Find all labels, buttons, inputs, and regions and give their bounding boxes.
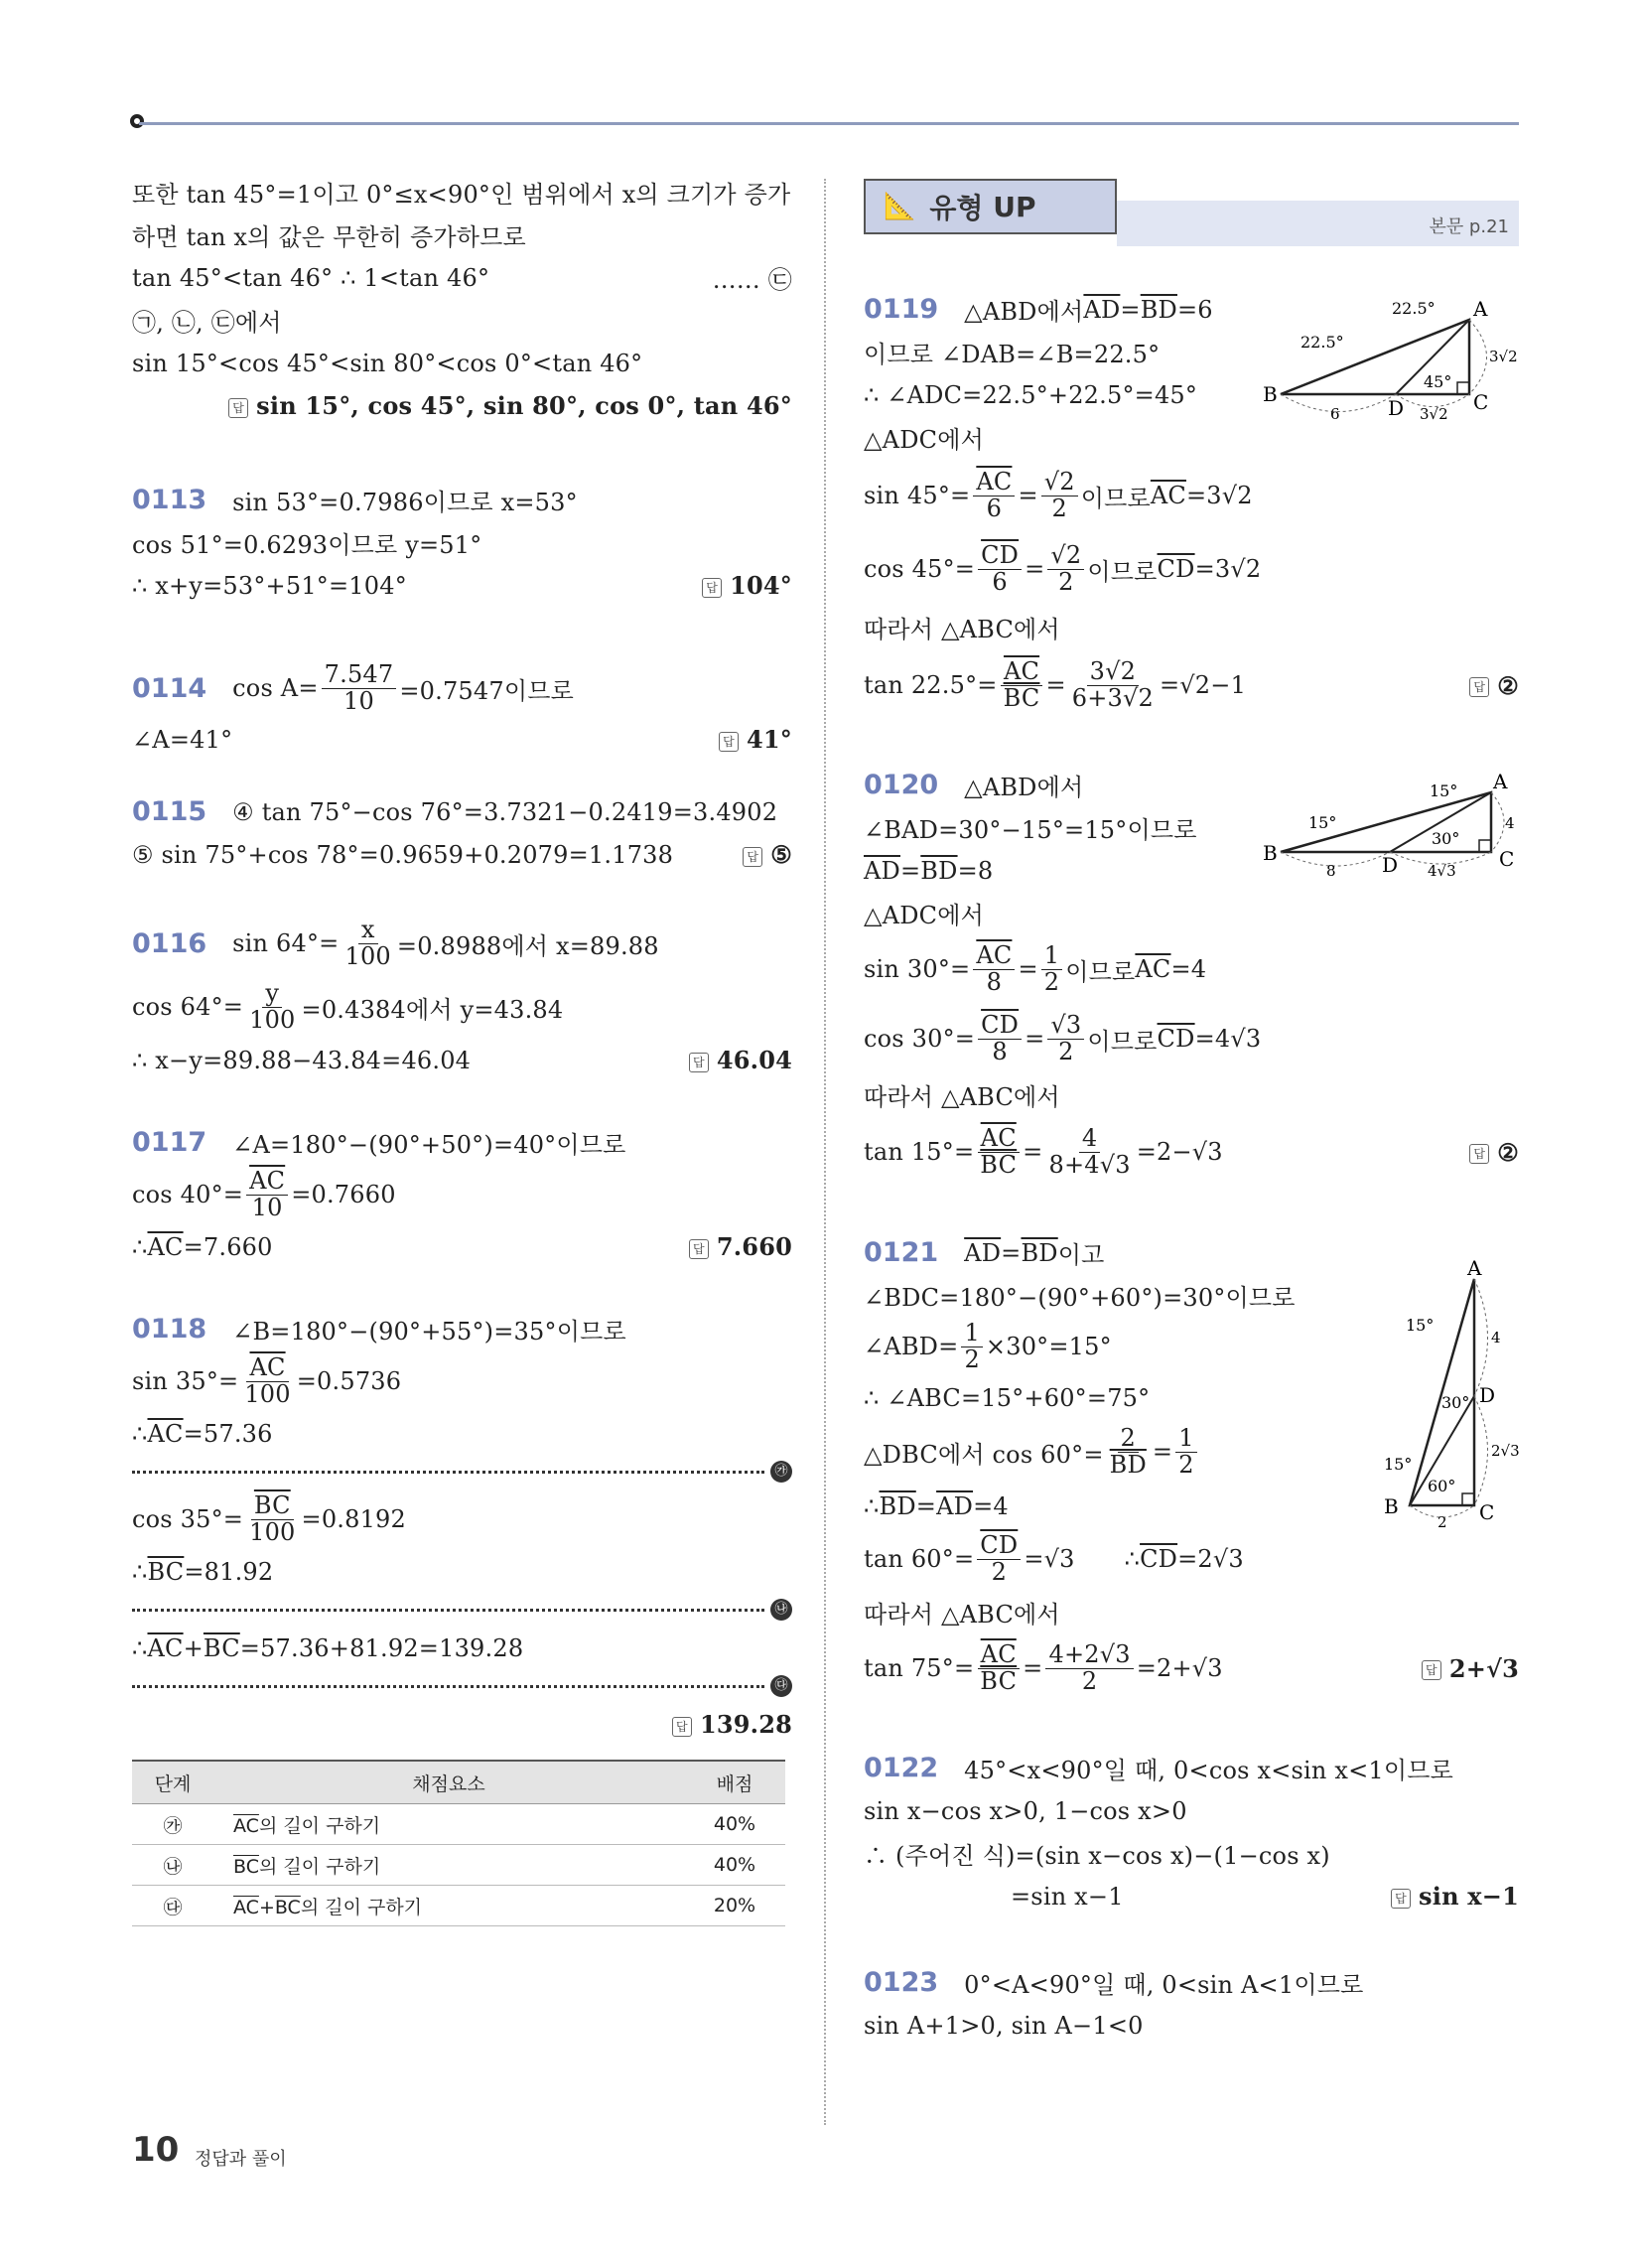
angle-b-label: 15° — [1308, 813, 1337, 832]
step-divider-3 — [132, 1675, 792, 1697]
right-angle-mark — [1457, 382, 1469, 394]
problem-0120-line-8: tan 15°= $\frac{\overline{AC}}{BC}$ = $\frac{4}{8+4√3}$ =2−√3 답 ② — [864, 1124, 1519, 1179]
angle-a-label: 15° — [1430, 781, 1458, 800]
problem-0119-line-3: ∴ ∠ADC=22.5°+22.5°=45° — [864, 380, 1198, 409]
angle-d-label: 30° — [1432, 829, 1460, 848]
problem-0113-line-3: ∴ x+y=53°+51°=104° 답 104° — [132, 571, 792, 600]
problem-0114-line-2: ∠A=41° 답 41° — [132, 725, 792, 754]
step-badge: ㉰ — [770, 1675, 792, 1697]
problem-0118-line-1: 0118 ∠B=180°−(90°+55°)=35°이므로 — [132, 1314, 626, 1346]
problem-0118-line-6: ∴ $\overline{AC}$ + $\overline{BC}$ =57.36+81.92=139.28 — [132, 1633, 524, 1662]
problem-0122-line-3: ∴ (주어진 식)=(sin x−cos x)−(1−cos x) — [864, 1842, 1330, 1870]
label-c: C — [1473, 390, 1489, 414]
answer-icon: 답 — [702, 578, 722, 598]
side-ad-label: 4 — [1491, 1329, 1501, 1347]
angle-b-label: 15° — [1384, 1455, 1413, 1474]
answer-icon: 답 — [1422, 1660, 1441, 1680]
left-column — [132, 171, 792, 1926]
problem-0117-line-1: 0117 ∠A=180°−(90°+50°)=40°이므로 — [132, 1127, 626, 1159]
label-a: A — [1493, 773, 1508, 793]
problem-0116-line-2: cos 64°= $\frac{y}{100}$ =0.4384에서 y=43.84 — [132, 979, 564, 1034]
problem-0118-answer: 답 139.28 — [132, 1703, 792, 1746]
answer-icon: 답 — [689, 1053, 709, 1072]
problem-0121-line-5: △DBC에서 cos 60°= $\frac{2}{BD}$ = $\frac{1}{2}$ — [864, 1419, 1519, 1485]
intro-line-2: 하면 tan x의 값은 무한히 증가하므로 — [132, 223, 526, 251]
right-angle-mark — [1479, 840, 1491, 852]
arc-ac — [1469, 320, 1487, 394]
label-b: B — [1384, 1494, 1399, 1518]
problem-0121-line-3: ∠ABD= $\frac{1}{2}$ ×30°=15° — [864, 1319, 1112, 1373]
problem-0123-line-2: sin A+1>0, sin A−1<0 — [864, 2011, 1144, 2040]
problem-0120-line-3: $\overline{AD}$ = $\overline{BD}$ =8 — [864, 856, 994, 885]
label-d: D — [1388, 396, 1405, 420]
fraction: $\frac{7.547}{10}$ — [322, 662, 397, 713]
answer-icon: 답 — [689, 1239, 709, 1259]
side-dc-label: 3√2 — [1420, 405, 1448, 423]
label-c: C — [1479, 1500, 1495, 1524]
problem-0119-line-8: tan 22.5°= $\frac{\overline{AC}}{BC}$ = $\frac{3√2}{6+3√2}$ =√2−1 답 ② — [864, 657, 1519, 712]
intro-line-4: ㉠, ㉡, ㉢에서 — [132, 309, 282, 337]
answer-icon: 답 — [1391, 1889, 1411, 1909]
page-number: 10 — [132, 2130, 180, 2170]
problem-0120-line-6: cos 30°= $\frac{\overline{CD}}{8}$ = $\frac{√3}{2}$ 이므로 $\overline{CD}$ =4√3 — [864, 1011, 1262, 1065]
triangle-figure-0121 — [1380, 1259, 1529, 1527]
header-dot — [130, 114, 144, 128]
answer-icon: 답 — [228, 398, 248, 418]
grade-row: ㉯ $\overline{BC}$의 길이 구하기 40% — [132, 1845, 785, 1886]
problem-0120-line-4: △ADC에서 — [864, 902, 984, 929]
answer-icon: 답 — [1469, 677, 1489, 697]
banner-title-box: 📐 유형 UP — [864, 179, 1117, 234]
triangle-figure-0119 — [1261, 290, 1529, 429]
problem-0119-line-1: 0119 △ABD에서 $\overline{AD}$ = $\overline{BD}$ =6 — [864, 294, 1213, 326]
problem-0116-line-1: 0116 sin 64°= $\frac{x}{100}$ =0.8988에서 x=89.88 — [132, 916, 659, 970]
triangle-abc — [1410, 1279, 1474, 1505]
angle-d-label: 30° — [1441, 1393, 1470, 1412]
type-up-banner — [864, 179, 1519, 246]
grading-table — [132, 1760, 785, 1926]
problem-number: 0113 — [132, 485, 207, 515]
problem-0120-line-7: 따라서 △ABC에서 — [864, 1083, 1060, 1111]
problem-0122-line-2: sin x−cos x>0, 1−cos x>0 — [864, 1796, 1187, 1825]
label-b: B — [1263, 382, 1278, 406]
problem-0121-line-4: ∴ ∠ABC=15°+60°=75° — [864, 1383, 1151, 1412]
step-badge: ㉮ — [770, 1461, 792, 1483]
problem-0118-line-3: ∴ $\overline{AC}$ =57.36 — [132, 1419, 273, 1448]
problem-0116-line-3: ∴ x−y=89.88−43.84=46.04 답 46.04 — [132, 1046, 792, 1074]
problem-0113-line-1: 0113 sin 53°=0.7986이므로 x=53° — [132, 485, 578, 516]
step-divider-2 — [132, 1599, 792, 1621]
problem-0118-line-4: cos 35°= $\frac{\overline{BC}}{100}$ =0.8192 — [132, 1491, 407, 1546]
problem-0117-line-2: cos 40°= $\frac{\overline{AC}}{10}$ =0.7660 — [132, 1167, 396, 1221]
side-bc-label: 2 — [1437, 1513, 1447, 1527]
problem-0115-line-2: ⑤ sin 75°+cos 78°=0.9659+0.2079=1.1738 답 ⑤ — [132, 840, 792, 869]
right-column — [864, 288, 1519, 2047]
problem-0118-line-2: sin 35°= $\frac{\overline{AC}}{100}$ =0.5736 — [132, 1353, 402, 1408]
grade-header-item: 채점요소 — [213, 1761, 684, 1804]
header-rule — [139, 122, 1519, 125]
arc-dc — [1474, 1396, 1488, 1505]
arc-ad — [1474, 1279, 1488, 1396]
problem-0122-line-4: =sin x−1 답 sin x−1 — [1011, 1882, 1519, 1911]
problem-0121-line-7: tan 60°= $\frac{\overline{CD}}{2}$ =√3 ∴ $\overline{CD}$ =2√3 — [864, 1531, 1244, 1586]
arc-ac — [1491, 792, 1504, 852]
problem-0121-line-1: 0121 $\overline{AD}$ = $\overline{BD}$ 이고 — [864, 1237, 1105, 1269]
intro-line-3: tan 45°<tan 46° ∴ 1<tan 46° …… ㉢ — [132, 256, 792, 299]
problem-0117-line-3: ∴ $\overline{AC}$ =7.660 답 7.660 — [132, 1232, 792, 1261]
label-d: D — [1479, 1383, 1496, 1407]
problem-0119-line-7: 따라서 △ABC에서 — [864, 616, 1060, 643]
angle-a-label: 15° — [1406, 1316, 1435, 1335]
grade-row: ㉮ $\overline{AC}$의 길이 구하기 40% — [132, 1804, 785, 1845]
angle-b2-label: 60° — [1428, 1477, 1456, 1495]
grade-header-score: 배점 — [684, 1761, 785, 1804]
problem-0118-line-5: ∴ $\overline{BC}$ =81.92 — [132, 1557, 274, 1586]
angle-b-label: 22.5° — [1300, 333, 1344, 352]
problem-0121-line-8: 따라서 △ABC에서 — [864, 1601, 1060, 1629]
grade-header-step: 단계 — [132, 1761, 213, 1804]
side-bd-label: 8 — [1326, 862, 1336, 880]
problem-0121-line-6: ∴ $\overline{BD}$ = $\overline{AD}$ =4 — [864, 1491, 1009, 1520]
intro-line-5: sin 15°<cos 45°<sin 80°<cos 0°<tan 46° — [132, 349, 643, 377]
step-badge: ㉯ — [770, 1599, 792, 1621]
side-ac-label: 3√2 — [1489, 348, 1518, 365]
label-c: C — [1499, 847, 1515, 871]
label-a: A — [1467, 1259, 1482, 1280]
problem-0115-line-1: 0115 ④ tan 75°−cos 76°=3.7321−0.2419=3.4902 — [132, 796, 778, 827]
step-divider-1 — [132, 1461, 792, 1483]
side-dc-label: 4√3 — [1428, 862, 1456, 880]
answer-icon: 답 — [1469, 1144, 1489, 1164]
problem-0120-line-5: sin 30°= $\frac{\overline{AC}}{8}$ = $\frac{1}{2}$ 이므로 $\overline{AC}$ =4 — [864, 941, 1207, 996]
problem-0120-line-2: ∠BAD=30°−15°=15°이므로 — [864, 816, 1197, 844]
label-a: A — [1473, 297, 1488, 321]
problem-0119-line-5: sin 45°= $\frac{\overline{AC}}{6}$ = $\frac{√2}{2}$ 이므로 $\overline{AC}$ =3√2 — [864, 468, 1253, 522]
intro-answer: 답 sin 15°, cos 45°, sin 80°, cos 0°, tan 46° — [132, 384, 792, 427]
intro-line-1: 또한 tan 45°=1이고 0°≤x<90°인 범위에서 x의 크기가 증가 — [132, 181, 791, 209]
page-reference: 본문 p.21 — [1429, 216, 1509, 237]
problem-0121-line-2: ∠BDC=180°−(90°+60°)=30°이므로 — [864, 1284, 1296, 1312]
problem-0122-line-1: 0122 45°<x<90°일 때, 0<cos x<sin x<1이므로 — [864, 1753, 1454, 1784]
intro-mark: …… ㉢ — [712, 266, 792, 294]
problem-0120-line-1: 0120 △ABD에서 — [864, 770, 1084, 801]
ruler-icon: 📐 — [884, 192, 916, 221]
label-b: B — [1263, 841, 1278, 865]
column-divider — [824, 179, 826, 2125]
footer-label: 정답과 풀이 — [195, 2149, 287, 2170]
answer-icon: 답 — [719, 732, 739, 752]
problem-0123-line-1: 0123 0°<A<90°일 때, 0<sin A<1이므로 — [864, 1967, 1364, 1999]
answer-icon: 답 — [672, 1717, 692, 1737]
label-d: D — [1382, 853, 1399, 877]
right-angle-mark — [1462, 1493, 1474, 1505]
problem-0114-line-1: 0114 cos A= $\frac{7.547}{10}$ =0.7547이므로 — [132, 660, 574, 715]
grade-row: ㉰ $\overline{AC}+\overline{BC}$의 길이 구하기 20% — [132, 1886, 785, 1926]
problem-0119-line-4: △ADC에서 — [864, 426, 984, 454]
side-bd-label: 6 — [1330, 405, 1340, 423]
side-dc-label: 2√3 — [1491, 1442, 1520, 1460]
angle-d-label: 45° — [1424, 372, 1452, 391]
side-ac-label: 4 — [1505, 814, 1515, 832]
problem-0113-line-2: cos 51°=0.6293이므로 y=51° — [132, 531, 482, 559]
answer-icon: 답 — [743, 847, 762, 867]
problem-0119-line-2: 이므로 ∠DAB=∠B=22.5° — [864, 341, 1161, 368]
problem-0119-line-6: cos 45°= $\frac{\overline{CD}}{6}$ = $\frac{√2}{2}$ 이므로 $\overline{CD}$ =3√2 — [864, 541, 1262, 596]
problem-0121-line-9: tan 75°= $\frac{\overline{AC}}{BC}$ = $\frac{4+2√3}{2}$ =2+√3 답 2+√3 — [864, 1640, 1519, 1695]
angle-a-label: 22.5° — [1392, 299, 1436, 318]
triangle-figure-0120 — [1261, 773, 1529, 892]
